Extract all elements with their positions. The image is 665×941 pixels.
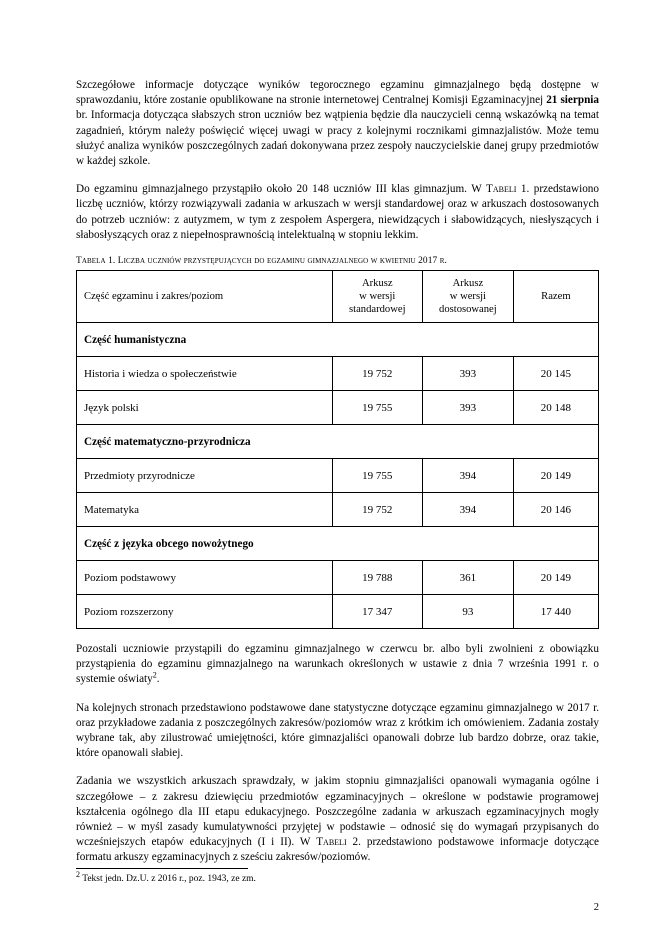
table-row: [77, 391, 599, 425]
row-total-matematyka: 20 146: [513, 493, 598, 527]
table-section-row: [77, 527, 599, 561]
header-exam-part: Część egzaminu i zakres/poziom: [77, 271, 333, 323]
footnote-text-content: Tekst jedn. Dz.U. z 2016 r., poz. 1943, ze zm.: [80, 874, 256, 884]
footnote-separator: [76, 868, 248, 869]
row-label-matematyka: Matematyka: [77, 493, 333, 527]
row-adapted-historia: 393: [423, 357, 514, 391]
spacer: [76, 243, 599, 256]
paragraph-3: [76, 642, 599, 688]
row-total-przedmioty-przyrodnicze: 20 149: [513, 459, 598, 493]
paragraph-3-text-b: .: [156, 673, 160, 686]
row-adapted-poziom-podstawowy: 361: [423, 561, 514, 595]
header-standard-sheet: [332, 271, 422, 323]
footnote-2: [76, 869, 599, 885]
paragraph-1-date-bold: 21 sierpnia: [546, 94, 599, 107]
header-adapted-line3: dostosowanej: [439, 304, 497, 316]
paragraph-5-text-a: Zadania we wszystkich arkuszach sprawdzały, w jakim stopniu gimnazjaliści opanowali wymagania ogólne i szczegółowe – z zakresu dziewięciu przedmiotów egzaminacyjnych – określone w podstawie programowej kształcenia ogólnego dla III etapu edukacyjnego. Poszczególne zadania w arkuszach egzaminacyjnych mogły również – w myśl zasady kumulatywności przyjętej w podstawie – odnosić się do wymagań przypisanych do wcześniejszych etapów edukacyjnych (I i II). W: [76, 775, 599, 849]
row-standard-poziom-rozszerzony: 17 347: [332, 595, 422, 629]
spacer: [76, 629, 599, 642]
paragraph-1-text-a: Szczegółowe informacje dotyczące wyników tegorocznego egzaminu gimnazjalnego będą dostępne w sprawozdaniu, które zostanie opublikowane na stronie internetowej Centralnej Komisji Egzaminacyjnej: [76, 79, 599, 107]
paragraph-1-text-b: br. Informacja dotycząca słabszych stron uczniów bez wątpienia będzie dla nauczycieli cenną wskazówką na temat zagadnień, którym należy poświęcić więcej uwagi w pracy z kolejnymi rocznikami gimnazjalistów. Może temu służyć analiza wyników poszczególnych zadań dokonywana przez zespoły nauczycielskie danej grupy przedmiotów w każdej szkole.: [76, 109, 599, 168]
header-standard-line2: w wersji: [359, 291, 396, 303]
section-label-matematyczno-przyrodnicza: Część matematyczno-przyrodnicza: [77, 425, 599, 459]
paragraph-5-text-b: 2. przedstawiono podstawowe informacje dotyczące formatu arkuszy egzaminacyjnych z sześciu zakresów/poziomów.: [76, 836, 599, 864]
paragraph-5-table-ref: Tabeli: [316, 836, 347, 849]
footnote-area: [76, 868, 599, 885]
students-table: [76, 270, 599, 629]
row-adapted-przedmioty-przyrodnicze: 394: [423, 459, 514, 493]
row-adapted-jezyk-polski: 393: [423, 391, 514, 425]
paragraph-3-text-a: Pozostali uczniowie przystąpili do egzaminu gimnazjalnego w czerwcu br. albo byli zwolnieni z obowiązku przystąpienia do egzaminu gimnazjalnego na warunkach określonych w ustawie z dnia 7 września 1991 r. o systemie oświaty: [76, 643, 599, 686]
header-adapted-line2: w wersji: [449, 291, 486, 303]
table-row: [77, 561, 599, 595]
header-adapted-sheet: [423, 271, 514, 323]
table-caption: Tabela 1. Liczba uczniów przystępujących do egzaminu gimnazjalnego w kwietniu 2017 r.: [76, 256, 447, 267]
row-label-przedmioty-przyrodnicze: Przedmioty przyrodnicze: [77, 459, 333, 493]
paragraph-2-text-b: 1. przedstawiono liczbę uczniów, którzy rozwiązywali zadania w arkuszach w wersji standardowej oraz w arkuszach dostosowanych do potrzeb uczniów: z autyzmem, w tym z zespołem Aspergera, niewidzących i słabowidzących, niesłyszących i słabosłyszących oraz z niepełnosprawnością intelektualną w stopniu lekkim.: [76, 183, 599, 241]
row-standard-poziom-podstawowy: 19 788: [332, 561, 422, 595]
spacer: [76, 688, 599, 701]
row-label-historia: Historia i wiedza o społeczeństwie: [77, 357, 333, 391]
page-number: 2: [593, 902, 599, 913]
row-total-poziom-podstawowy: 20 149: [513, 561, 598, 595]
paragraph-2-text-a: Do egzaminu gimnazjalnego przystąpiło około 20 148 uczniów III klas gimnazjum. W: [76, 183, 487, 196]
table-row: [77, 493, 599, 527]
table-section-row: [77, 425, 599, 459]
row-adapted-poziom-rozszerzony: 93: [423, 595, 514, 629]
table-section-row: [77, 323, 599, 357]
row-total-historia: 20 145: [513, 357, 598, 391]
header-total: Razem: [513, 271, 598, 323]
paragraph-2-table-ref: Tabeli: [486, 183, 517, 196]
section-label-humanistyczna: Część humanistyczna: [77, 323, 599, 357]
row-standard-matematyka: 19 752: [332, 493, 422, 527]
table-row: [77, 595, 599, 629]
header-standard-line1: Arkusz: [361, 278, 393, 290]
paragraph-4: Na kolejnych stronach przedstawiono podstawowe dane statystyczne dotyczące egzaminu gimnazjalnego w 2017 r. oraz przykładowe zadania z poszczególnych zakresów/poziomów wraz z krótkim ich omówieniem. Zadania zostały wybrane tak, aby zilustrować umiejętności, które gimnazjaliści opanowali dobrze lub bardzo dobrze, oraz takie, które opanowali słabiej.: [76, 701, 599, 760]
header-adapted-line1: Arkusz: [452, 278, 484, 290]
row-total-poziom-rozszerzony: 17 440: [513, 595, 598, 629]
table-row: [77, 357, 599, 391]
row-label-poziom-rozszerzony: Poziom rozszerzony: [77, 595, 333, 629]
section-label-jezyk-obcy: Część z języka obcego nowożytnego: [77, 527, 599, 561]
footnote-marker: 2: [76, 869, 80, 879]
table-header-row: [77, 271, 599, 323]
row-label-jezyk-polski: Język polski: [77, 391, 333, 425]
spacer: [76, 169, 599, 182]
header-standard-line3: standardowej: [349, 304, 406, 316]
row-standard-przedmioty-przyrodnicze: 19 755: [332, 459, 422, 493]
spacer: [76, 761, 599, 774]
row-label-poziom-podstawowy: Poziom podstawowy: [77, 561, 333, 595]
paragraph-2: [76, 182, 599, 243]
row-adapted-matematyka: 394: [423, 493, 514, 527]
table-row: [77, 459, 599, 493]
paragraph-5: [76, 774, 599, 865]
footnote-ref-2: 2: [152, 670, 157, 680]
row-standard-jezyk-polski: 19 755: [332, 391, 422, 425]
row-total-jezyk-polski: 20 148: [513, 391, 598, 425]
row-standard-historia: 19 752: [332, 357, 422, 391]
paragraph-1: [76, 78, 599, 169]
